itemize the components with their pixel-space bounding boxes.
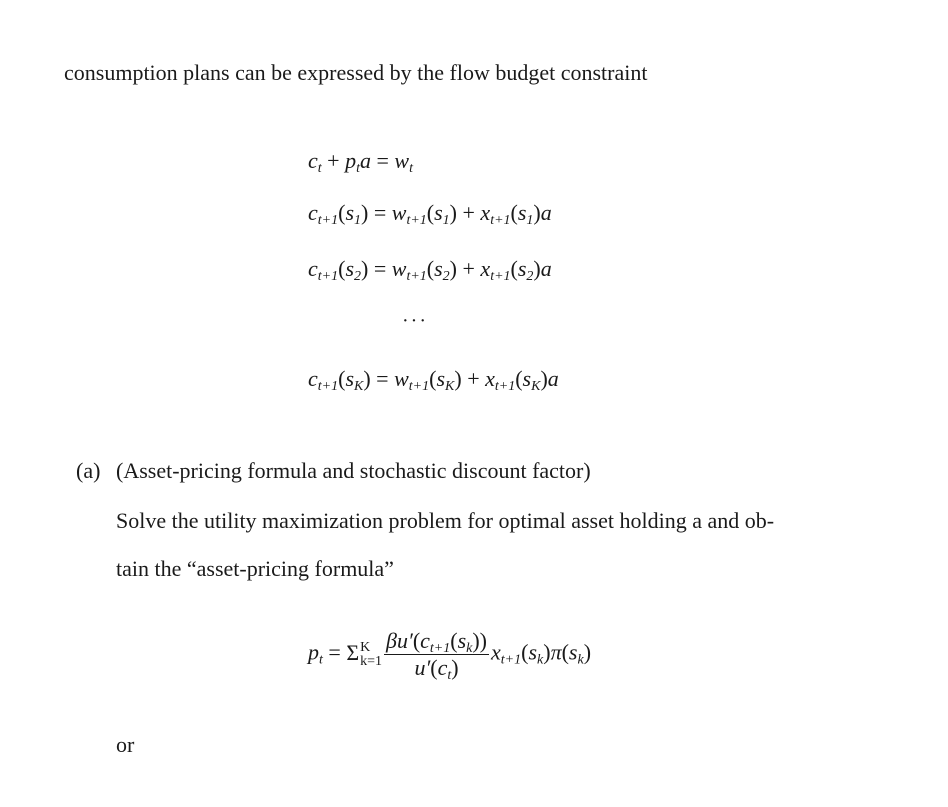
- equation-state-sK: $c_{t+1}(s_K) = w_{t+1}(s_K) + x_{t+1}(s_K)a$: [308, 366, 559, 394]
- intro-text: consumption plans can be expressed by the flow budget constraint: [64, 60, 648, 85]
- part-a-label: (a): [76, 458, 101, 483]
- part-a-title: (Asset-pricing formula and stochastic discount factor): [116, 458, 591, 483]
- equation-state-s2: $c_{t+1}(s_2) = w_{t+1}(s_2) + x_{t+1}(s_2)a$: [308, 256, 552, 284]
- part-a-body-line2: tain the “asset-pricing formula”: [116, 556, 394, 581]
- equation-state-s1: $c_{t+1}(s_1) = w_{t+1}(s_1) + x_{t+1}(s_1)a$: [308, 200, 552, 228]
- equation-budget-t: $c_t + p_ta = w_t$: [308, 148, 413, 176]
- trailing-or: or: [116, 732, 135, 757]
- part-a-body-line1: Solve the utility maximization problem for optimal asset holding a and ob-: [116, 508, 775, 533]
- asset-pricing-formula: $p_t = \Sigma$ K k=1 $\frac{\beta u'(c_{t+1}(s_k))}{u'(c_t)}$ $x_{t+1}(s_k)\pi(s_k)$: [308, 628, 592, 683]
- ellipsis: ···: [402, 310, 428, 332]
